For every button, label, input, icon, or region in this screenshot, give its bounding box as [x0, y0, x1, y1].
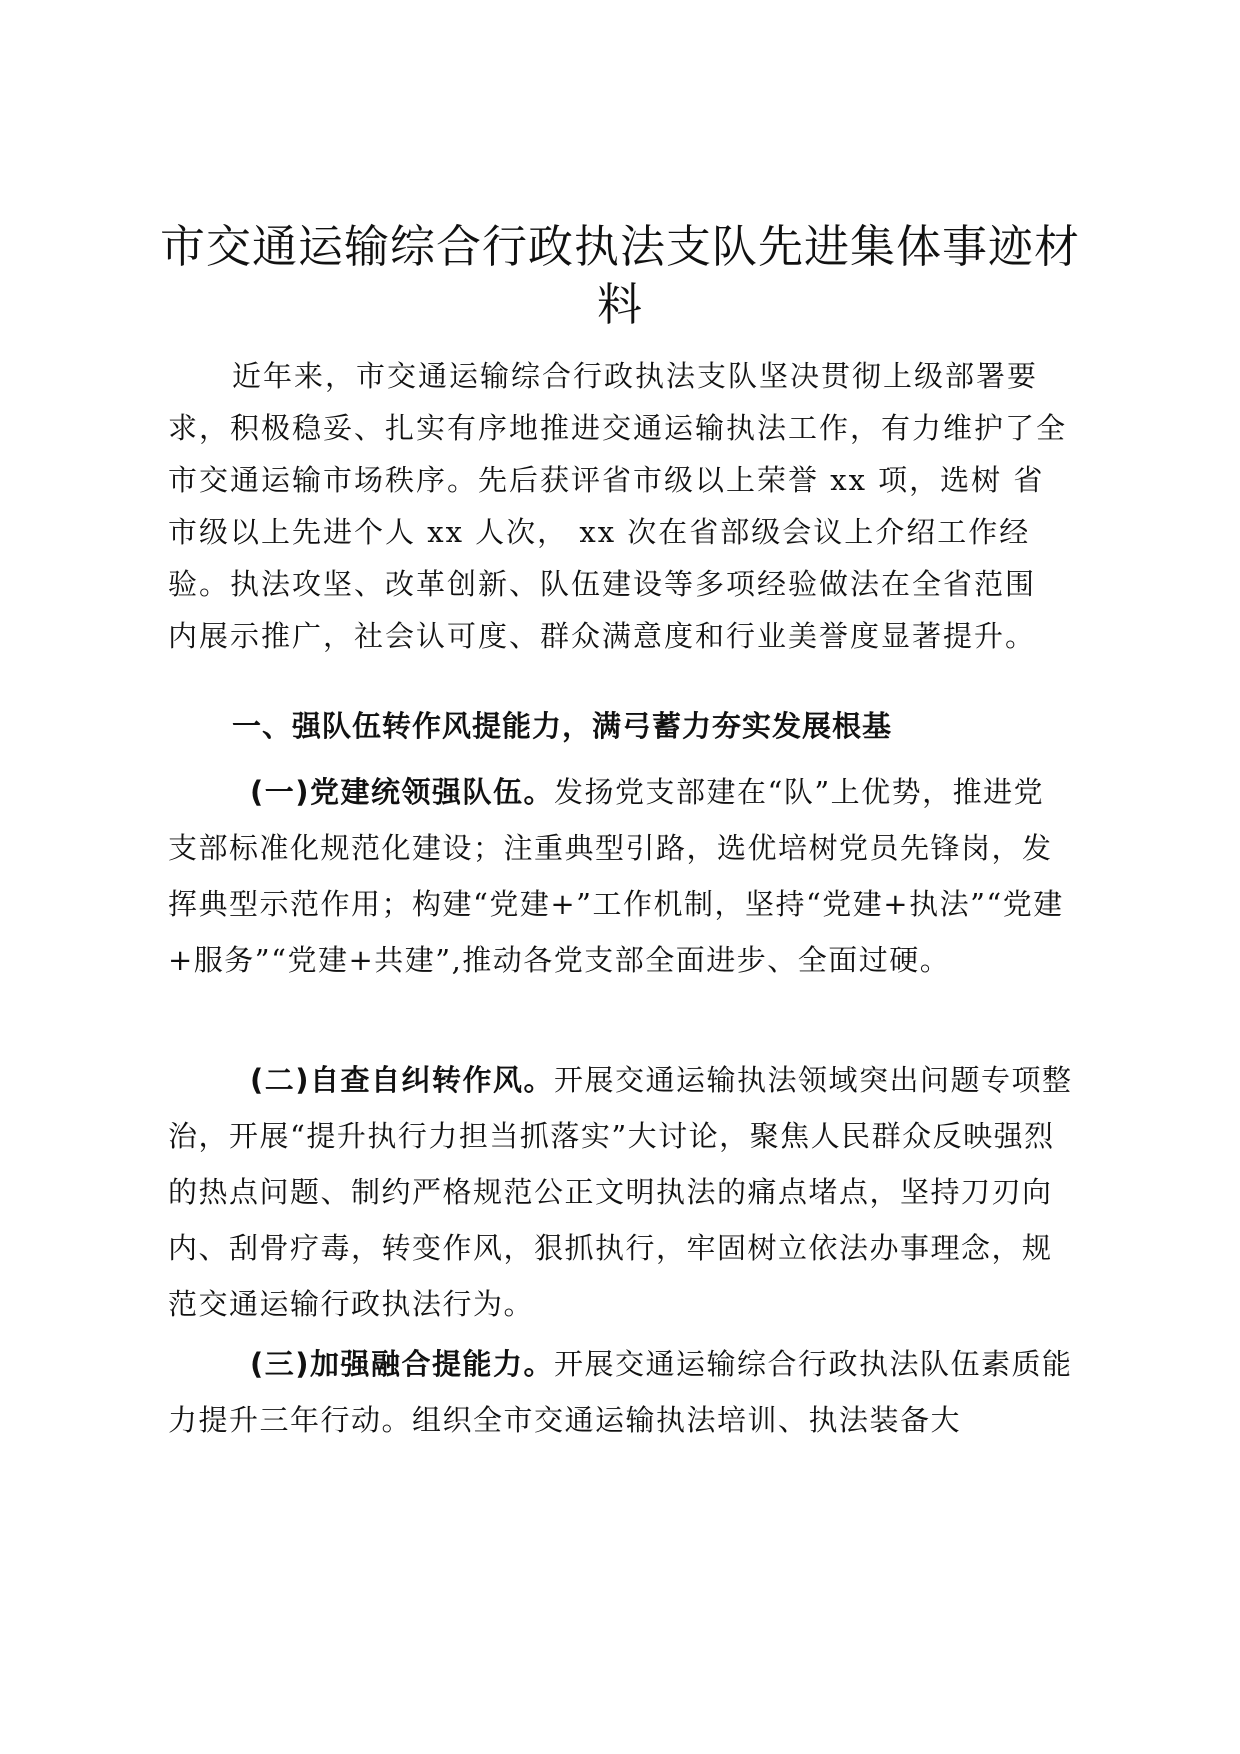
paragraph-lead: (二)自查自纠转作风。 [250, 1063, 555, 1097]
paragraph-self-inspection [168, 1052, 1073, 1332]
document-title: 市交通运输综合行政执法支队先进集体事迹材料 [159, 220, 1080, 331]
paragraph-lead: (一)党建统领强队伍。 [250, 775, 555, 809]
section-heading: 一、强队伍转作风提能力，满弓蓄力夯实发展根基 [232, 709, 893, 743]
intro-paragraph [168, 350, 1073, 662]
paragraph-lead: (三)加强融合提能力。 [250, 1347, 555, 1381]
paragraph-body: 发扬党支部建在“队”上优势，推进党支部标准化规范化建设；注重典型引路，选优培树党员先锋岗，发挥典型示范作用；构建“党建+”工作机制，坚持“党建+执法”“党建+服务”“党建+共建”,推动各党支部全面进步、全面过硬。 [168, 775, 1064, 977]
paragraph-body: 开展交通运输执法领域突出问题专项整治，开展“提升执行力担当抓落实”大讨论，聚焦人民群众反映强烈的热点问题、制约严格规范公正文明执法的痛点堵点，坚持刀刃向内、刮骨疗毒，转变作风，狠抓执行，牢固树立依法办事理念，规范交通运输行政执法行为。 [168, 1063, 1073, 1321]
intro-text: 近年来，市交通运输综合行政执法支队坚决贯彻上级部署要求，积极稳妥、扎实有序地推进交通运输执法工作，有力维护了全市交通运输市场秩序。先后获评省市级以上荣誉 xx 项，选树 省市级以上先进个人 xx 人次， xx 次在省部级会议上介绍工作经 验。执法攻坚、改革创新、队伍建设等多项经验做法在全省范围 [168, 359, 1068, 601]
paragraph-body: 开展交通运输综合行政执法队伍素质能力提升三年行动。组织全市交通运输执法培训、执法装备大 [168, 1347, 1073, 1437]
intro-tail-text: 内展示推广，社会认可度、群众满意度和行业美誉度显著提升。 [168, 619, 1037, 653]
paragraph-capability [168, 1336, 1073, 1448]
paragraph-party-building [168, 764, 1073, 988]
